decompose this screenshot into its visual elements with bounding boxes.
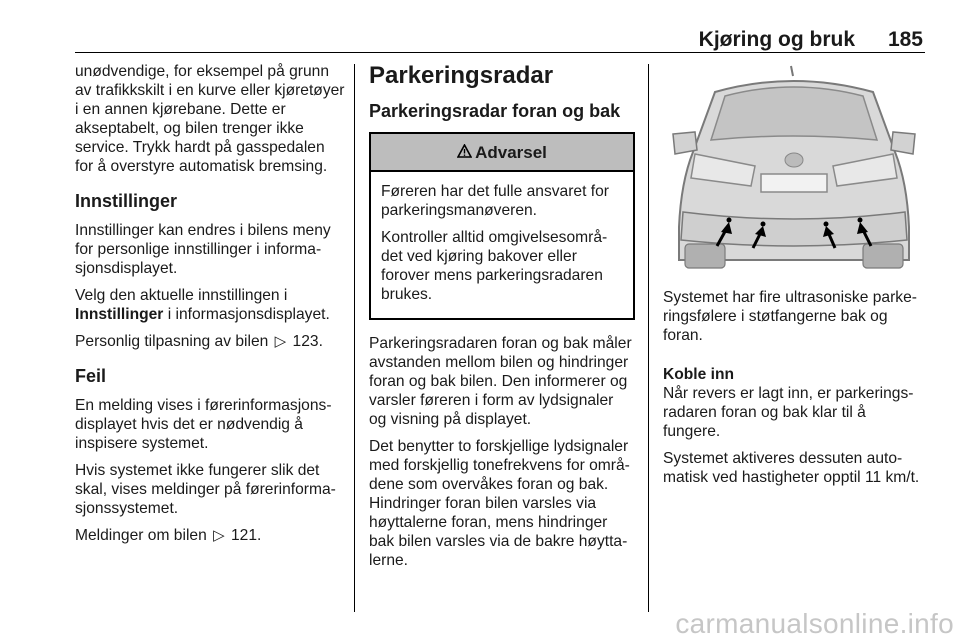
- settings-p2-text: Velg den aktuelle innstillingen i: [75, 287, 288, 304]
- column-right: [663, 62, 925, 495]
- main-heading: Parkeringsradar: [369, 62, 554, 89]
- page-header: [75, 28, 925, 53]
- column-middle: [369, 62, 635, 578]
- column-left: [75, 62, 345, 553]
- warning-paragraph-2: Kontroller alltid omgivelsesområdet ved kjøring bakover eller forover mens parkeringsradaren brukes.: [381, 229, 608, 303]
- settings-heading: Innstillinger: [75, 191, 178, 211]
- settings-paragraph-2: [75, 286, 345, 324]
- warning-triangle-icon: [457, 143, 472, 162]
- page-reference-arrow-icon: ▷: [213, 527, 225, 544]
- radar-paragraph-2: Det benytter to forskjellige lydsignaler med forskjellig tonefrekvens for områdene som overvåkes foran og bak. Hindringer foran bilen varsles via høyttalerne foran, mens hindringer bak bilen varsles via de bakre høyttalerne.: [369, 438, 630, 569]
- column-divider: [648, 64, 649, 612]
- column-divider: [354, 64, 355, 612]
- page-reference[interactable]: 121.: [230, 527, 262, 544]
- warning-title: Advarsel: [475, 142, 547, 162]
- watermark: carmanualsonline.info: [675, 608, 954, 639]
- warning-paragraph-1: Føreren har det fulle ansvaret for parkeringsmanøveren.: [381, 183, 609, 219]
- activate-heading: Koble inn: [663, 366, 735, 383]
- figure-caption: Systemet har fire ultrasoniske parkeringsfølere i støtfangerne bak og foran.: [663, 289, 917, 344]
- page-reference-arrow-icon: ▷: [274, 333, 287, 350]
- sub-heading: Parkeringsradar foran og bak: [369, 101, 621, 121]
- warning-box: [369, 132, 635, 320]
- settings-paragraph-1: Innstillinger kan endres i bilens meny for personlige innstillinger i informasjonsdisplayet.: [75, 222, 331, 277]
- warning-header: [371, 134, 633, 172]
- fault-paragraph-3: [75, 526, 345, 545]
- settings-p2-text-end: i informasjonsdisplayet.: [167, 306, 330, 323]
- settings-paragraph-3: [75, 332, 345, 351]
- fault-p3-text: Meldinger om bilen: [75, 527, 207, 544]
- activate-paragraph-1: Når revers er lagt inn, er parkeringsradaren foran og bak klar til å fungere.: [663, 385, 914, 440]
- activate-paragraph-2: Systemet aktiveres dessuten automatisk ved hastigheter opptil 11 km/t.: [663, 450, 920, 486]
- settings-menu-name: Innstillinger: [75, 306, 164, 323]
- car-rear-sensors-illustration: [663, 62, 925, 272]
- page-reference[interactable]: 123.: [292, 333, 323, 350]
- fault-paragraph-1: En melding vises i førerinformasjonsdisplayet hvis det er nødvendig å inspisere systemet.: [75, 397, 332, 452]
- warning-body: [371, 172, 633, 318]
- fault-paragraph-2: Hvis systemet ikke fungerer slik det skal, vises meldinger på førerinformasjonssystemet.: [75, 462, 336, 517]
- radar-paragraph-1: Parkeringsradaren foran og bak måler avstanden mellom bilen og hindringer foran og bak bilen. Den informerer og varsler føreren i form av lydsignaler og visning på displayet.: [369, 335, 632, 428]
- section-title: Kjøring og bruk: [698, 28, 855, 51]
- page-number: 185: [887, 28, 923, 51]
- fault-heading: Feil: [75, 366, 107, 386]
- intro-paragraph: unødvendige, for eksempel på grunn av trafikkskilt i en kurve eller kjøretøyer i en annen kjørebane. Dette er akseptabelt, og bilen trenger ikke service. Trykk hardt på gasspedalen for å overstyre automatisk bremsing.: [75, 63, 345, 175]
- settings-p3-text: Personlig tilpasning av bilen: [75, 333, 269, 350]
